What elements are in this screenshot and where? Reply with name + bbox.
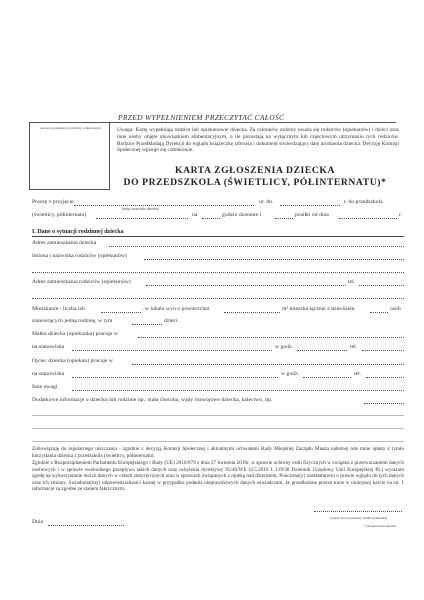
father-position-field[interactable] bbox=[72, 377, 278, 378]
persons-field[interactable] bbox=[370, 312, 388, 313]
date-label: Dnia bbox=[32, 519, 44, 525]
area-field[interactable] bbox=[224, 312, 280, 313]
guardians-extra-line[interactable] bbox=[32, 272, 404, 273]
guardians-label: Imiona i nazwiska rodziców (opiekunów) bbox=[32, 253, 127, 259]
instruction-heading: PRZED WYPEŁNIENIEM PRZECZYTAĆ CAŁOŚĆ bbox=[118, 113, 285, 122]
mother-position-field[interactable] bbox=[72, 350, 272, 351]
on-label: na bbox=[192, 212, 198, 218]
gdpr-consent: Zgodnie z Rozporządzeniem Parlamentu Europejskiego i Rady (UE) 2016/679 z dnia 27 kwietnia 2016r. w sprawie ochrony osób fizycznych w związku z przetwarzaniem danych osobowych i w sprawie swobodnego przepływu takich danych oraz uchylenia dyrektywy 95/46/WE (4.5.2016 L 119/38 Dziennik Urzędowy Unii Europejskiej PL) wyrażam zgodę na wykorzystanie moich danych w celach statystycznych oraz w sprawach związanych z opieką nad dzieckiem. Pouczona(y) zostałam(em) o prawie wglądu do tych danych oraz ich zmiany. Świadoma(my) odpowiedzialności karnej w przypadku podania nieprawdziwych danych oświadczam, że przedłożone przeze mnie w niniejszej karcie na str. 1 informacje są zgodne ze stanem faktycznym. bbox=[32, 460, 404, 492]
parents-tel-field[interactable] bbox=[359, 285, 404, 286]
date-field[interactable] bbox=[48, 525, 124, 526]
housing-prefix: Mieszkanie - liczba izb bbox=[32, 306, 85, 312]
mother-tel-label: tel. bbox=[350, 344, 358, 350]
child-address-label: Adres zamieszkania dziecka bbox=[32, 240, 97, 246]
father-workplace-field[interactable] bbox=[132, 364, 404, 365]
children-suffix: dzieci. bbox=[164, 318, 179, 324]
section-title: I. Dane o sytuacji rodzinnej dziecka bbox=[32, 229, 124, 235]
birth-date-field[interactable] bbox=[280, 205, 340, 206]
meals-field[interactable] bbox=[275, 218, 293, 219]
parents-extra-line[interactable] bbox=[32, 298, 404, 299]
info-line-1[interactable] bbox=[32, 415, 404, 416]
institution-field[interactable] bbox=[96, 218, 188, 219]
kindergarten-suffix: r. do przedszkola bbox=[344, 199, 383, 205]
housing-suffix: m² mieszka łącznie z dzieckiem bbox=[282, 306, 355, 312]
persons-label: osób bbox=[390, 306, 401, 312]
parents-address-field[interactable] bbox=[146, 285, 346, 286]
father-tel-label: tel. bbox=[354, 371, 362, 377]
start-date-field[interactable] bbox=[339, 218, 397, 219]
father-tel-field[interactable] bbox=[366, 377, 404, 378]
year-suffix: r. bbox=[399, 212, 403, 218]
section-divider bbox=[32, 236, 404, 237]
birth-label: ur. dn. bbox=[259, 199, 274, 205]
additional-info-field[interactable] bbox=[364, 403, 404, 404]
signature-field[interactable] bbox=[314, 511, 402, 512]
form-title-line1: KARTA ZGŁOSZENIA DZIECKA bbox=[175, 165, 335, 176]
mother-tel-field[interactable] bbox=[362, 350, 404, 351]
instruction-note: Uwaga: Kartę wypełniają rodzice lub opiekunowie dziecka. Za członków rodziny uważa się rodziców (opiekunów) i dzieci oraz inne osoby objęte obowiązkiem alimentacyjnym, o ile pozostają na wyłącznym lub częściowym utrzymaniu tych rodziców. Rodzice Przedkładają Dyrekcji do wglądu książeczkę zdrowia i dokument stwierdzający datę urodzenia dziecka. Decyzję Komisji Społecznej wpisuje się członkowie. bbox=[117, 127, 399, 154]
mother-hours-field[interactable] bbox=[297, 350, 347, 351]
father-hours-field[interactable] bbox=[303, 377, 351, 378]
parents-address-label: Adres zamieszkania rodziców (opiekunów) bbox=[32, 279, 131, 285]
meals-label: posiłki od dnia bbox=[295, 212, 329, 218]
father-works-label: Ojciec dziecka (opiekun) pracuje w bbox=[32, 358, 113, 364]
header-divider bbox=[110, 122, 396, 123]
signature-caption: podpis ojca (opiekuna), matki (opiekunki) bbox=[330, 516, 388, 520]
rooms-field[interactable] bbox=[101, 312, 141, 313]
mother-works-label: Matka dziecka (opiekunka) pracuje w bbox=[32, 331, 118, 337]
hours-label: godzin dziennie i bbox=[222, 212, 262, 218]
info-line-3[interactable] bbox=[32, 441, 404, 442]
footnote: *) niepotrzebne skreślić bbox=[364, 524, 397, 528]
children-count-field[interactable] bbox=[132, 324, 162, 325]
mother-hours-label: w godz. bbox=[275, 344, 294, 350]
child-address-field[interactable] bbox=[109, 246, 404, 247]
child-name-caption: (imię i nazwisko dziecka) bbox=[122, 207, 160, 211]
request-prefix: Proszę o przyjęcie bbox=[32, 199, 74, 205]
institution-label: (świetlicy, półinternatu) bbox=[32, 212, 87, 218]
housing-middle: , w lokalu wyn o powierzchni bbox=[142, 306, 210, 312]
form-title-line2: DO PRZEDSZKOLA (ŚWIETLICY, PÓŁINTERNATU)* bbox=[123, 177, 387, 188]
other-notes-label: Inne uwagi bbox=[32, 384, 58, 390]
hours-field[interactable] bbox=[202, 218, 220, 219]
stamp-box bbox=[29, 122, 110, 190]
mother-position-label: na stanowisku bbox=[32, 344, 65, 350]
child-name-field[interactable] bbox=[74, 205, 254, 206]
father-position-label: na stanowisku bbox=[32, 371, 65, 377]
guardians-field[interactable] bbox=[144, 259, 404, 260]
parents-tel-label: tel. bbox=[348, 279, 356, 285]
father-hours-label: w godz. bbox=[281, 371, 300, 377]
other-notes-field[interactable] bbox=[72, 390, 404, 391]
fee-commitment: Zobowiązuję do regularnego uiszczania - zgodnie z decyzją Komisji Społecznej i aktualnymi uchwałami Rady Miejskiej Zarządu Miasta należnej ode mnie opłaty z tytułu korzystania dziecka z przedszkola (świetlicy, półinternatu). bbox=[32, 446, 404, 459]
stamp-label: pieczęć przedszkola (świetlicy, półinternatu) bbox=[40, 126, 101, 130]
additional-info-label: Dodatkowe informacje o dziecku lub rodzinie np.: stała choroba, wady rozwojowe dziecka, kalectwo, itp. bbox=[32, 397, 273, 403]
mother-workplace-field[interactable] bbox=[138, 337, 404, 338]
info-line-2[interactable] bbox=[32, 428, 404, 429]
household-prefix: stanowiących jedną rodzinę, w tym bbox=[32, 318, 113, 324]
